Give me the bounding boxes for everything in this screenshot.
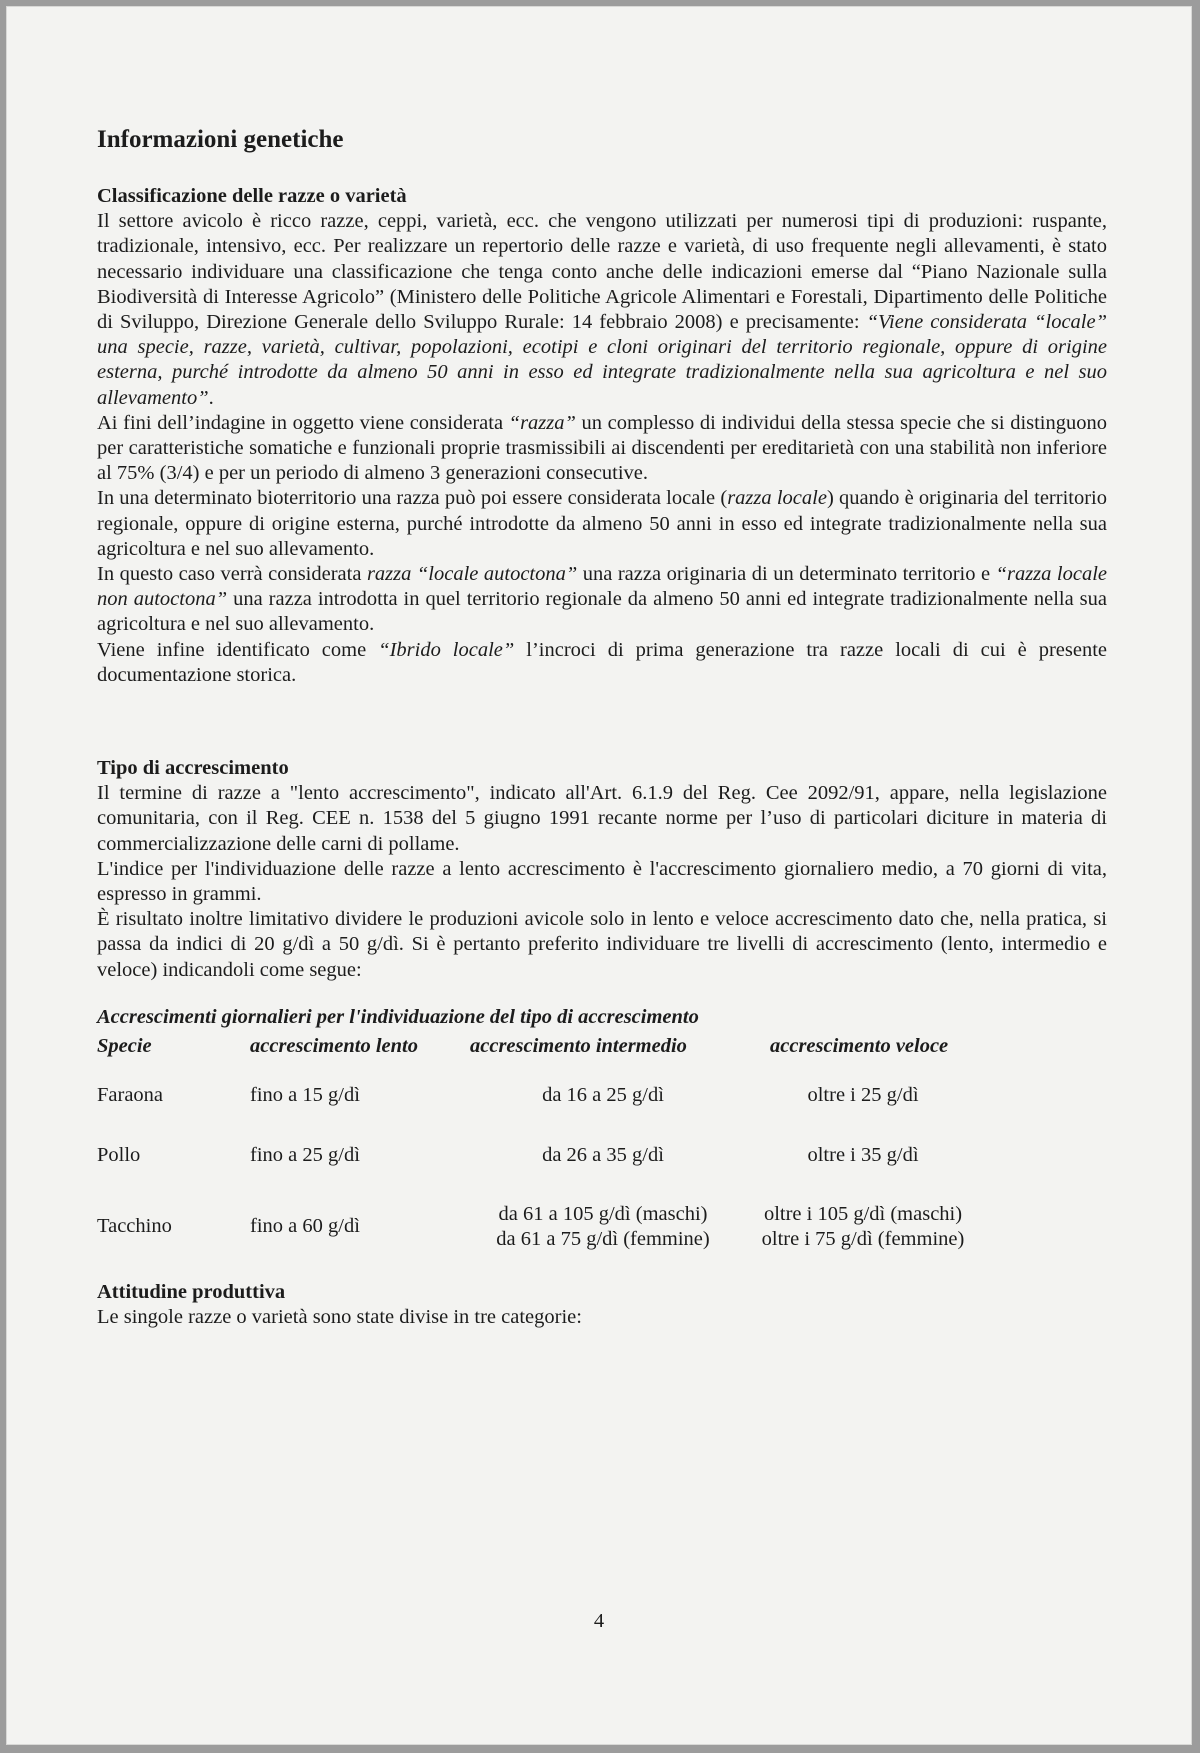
table-row (97, 1083, 1107, 1108)
table-row (97, 1143, 1107, 1168)
paragraph: L'indice per l'individuazione delle razze a lento accrescimento è l'accrescimento giornaliero medio, a 70 giorni di vita, espresso in grammi. (97, 857, 1107, 906)
text-run: una razza originaria di un determinato territorio e (577, 563, 996, 586)
document-page (6, 6, 1192, 1745)
text-run: l’incroci di prima generazione tra razze locali di cui è presente documentazione storica. (97, 638, 1108, 686)
paragraph (97, 638, 1107, 688)
page-content (97, 124, 1107, 1331)
table-row (97, 1202, 1107, 1252)
text-run: In questo caso verrà considerata (97, 563, 367, 586)
section-classification (97, 184, 1107, 688)
cell-line: da 61 a 105 g/dì (maschi) (498, 1202, 708, 1225)
text-run: Ai fini dell’indagine in oggetto viene considerata (97, 411, 509, 434)
italic-term: “razza locale non autoctona” (97, 563, 1107, 611)
table-header-cell: accrescimento veloce (770, 1035, 949, 1058)
table-cell-veloce: oltre i 35 g/dì (807, 1143, 919, 1166)
cell-line: oltre i 75 g/dì (femmine) (761, 1227, 965, 1250)
text-run: una razza introdotta in quel territorio regionale da almeno 50 anni ed integrate tradizionalmente nella sua agricoltura e nel suo allevamento. (97, 588, 1107, 636)
italic-term: razza locale (727, 487, 827, 510)
section-heading-classification: Classificazione delle razze o varietà (97, 185, 407, 207)
section-heading-growth: Tipo di accrescimento (97, 757, 289, 780)
section-attitude (97, 1280, 1107, 1330)
text-run: . (208, 386, 214, 409)
page-title: Informazioni genetiche (97, 126, 344, 153)
table-cell-lento: fino a 15 g/dì (250, 1084, 360, 1107)
italic-term: razza “locale autoctona” (366, 563, 578, 586)
italic-quote: “Viene considerata “locale” una specie, razze, varietà, cultivar, popolazioni, ecotipi e cloni originari del territorio regionale, oppure di origine esterna, purché introdotte da almeno 50 anni in esso ed integrate tradizionalmente nella sua agricoltura e nel suo allevamento” (97, 311, 1108, 409)
text-run: ) quando è originaria del territorio regionale, oppure di origine esterna, purché introdotte da almeno 50 anni in esso ed integrate tradizionalmente nella sua agricoltura e nel suo allevamento. (97, 487, 1107, 560)
paragraph: È risultato inoltre limitativo dividere le produzioni avicole solo in lento e veloce accrescimento dato che, nella pratica, si passa da indici di 20 g/dì a 50 g/dì. Si è pertanto preferito individuare tre livelli di accrescimento (lento, intermedio e veloce) indicandoli come segue: (97, 908, 1107, 981)
table-header-cell: accrescimento intermedio (470, 1035, 687, 1058)
table-caption: Accrescimenti giornalieri per l'individuazione del tipo di accrescimento (97, 1005, 699, 1028)
paragraph (97, 562, 1107, 638)
table-header-cell: accrescimento lento (250, 1035, 418, 1058)
section-growth (97, 756, 1107, 983)
text-run: Il settore avicolo è ricco razze, ceppi, varietà, ecc. che vengono utilizzati per numerosi tipi di produzioni: ruspante, tradizionale, intensivo, ecc. Per realizzare un repertorio delle razze e varietà, di uso frequente negli allevamenti, è stato necessario individuare una classificazione che tenga conto anche delle indicazioni emerse dal “Piano Nazionale sulla Biodiversità di Interesse Agricolo” (Ministero delle Politiche Agricole Alimentari e Forestali, Dipartimento delle Politiche di Sviluppo, Direzione Generale dello Sviluppo Rurale: 14 febbraio 2008) e precisamente: (97, 210, 1107, 334)
paragraph (97, 411, 1107, 487)
cell-line: da 61 a 75 g/dì (femmine) (496, 1227, 710, 1250)
table-header-cell: Specie (97, 1035, 152, 1058)
table-cell-veloce (738, 1202, 988, 1252)
table-cell-specie: Faraona (97, 1084, 164, 1107)
paragraph: Il termine di razze a "lento accrescimento", indicato all'Art. 6.1.9 del Reg. Cee 2092/91, appare, nella legislazione comunitaria, con il Reg. CEE n. 1538 del 5 giugno 1991 recante norme per l’uso di particolari diciture in materia di commercializzazione delle carni di pollame. (97, 782, 1107, 855)
table-cell-veloce: oltre i 25 g/dì (807, 1084, 919, 1107)
page-number: 4 (593, 1610, 605, 1632)
italic-term: “razza” (508, 411, 576, 434)
text-run: Viene infine identificato come (97, 638, 379, 661)
cell-line: oltre i 105 g/dì (maschi) (763, 1202, 963, 1225)
italic-term: “Ibrido locale” (378, 638, 515, 661)
paragraph: Le singole razze o varietà sono state divise in tre categorie: (97, 1306, 582, 1329)
table-cell-specie: Tacchino (97, 1215, 172, 1238)
table-cell-intermedio: da 16 a 25 g/dì (542, 1084, 664, 1107)
paragraph (97, 486, 1107, 562)
text-run: In una determinato bioterritorio una razza può poi essere considerata locale ( (97, 487, 728, 510)
table-cell-specie: Pollo (97, 1143, 141, 1166)
section-heading-attitude: Attitudine produttiva (97, 1281, 286, 1304)
table-cell-intermedio: da 26 a 35 g/dì (542, 1143, 664, 1166)
text-run: un complesso di individui della stessa specie che si distinguono per caratteristiche somatiche e funzionali proprie trasmissibili ai discendenti per ereditarietà con una stabilità non inferiore al 75% (3/4) e per un periodo di almeno 3 generazioni consecutive. (97, 411, 1108, 485)
growth-table (97, 1005, 1107, 1252)
paragraph (97, 209, 1107, 411)
table-cell-intermedio (468, 1202, 738, 1252)
table-header-row (97, 1034, 1107, 1059)
table-cell-lento: fino a 25 g/dì (250, 1143, 360, 1166)
table-cell-lento: fino a 60 g/dì (250, 1215, 360, 1238)
